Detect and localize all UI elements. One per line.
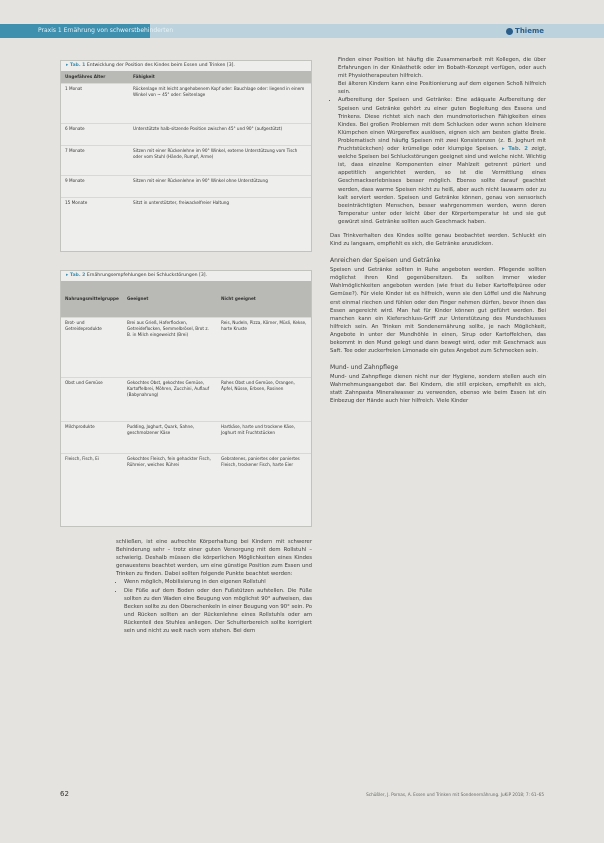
list-item: • Die Füße auf dem Boden oder den Fußstützen aufstellen. Die Füße sollten zu den Waden eine Beugung von möglichst 90° aufweisen, das Becken sollte zu den Oberschenkeln in einer Beugung von 90° sein. Po und Rücken sollten an der Rückenlehne eines Rollstuhls oder am Rückenteil des Stuhles anliegen. Der Schulterbereich sollte korrigiert sein und nicht zu weit nach vorn stehen. Bei dem (124, 587, 312, 636)
table-cell: Unterstützte halb-sitzende Position zwischen 45° und 90° (aufgestützt) (129, 124, 311, 146)
body-paragraph: Finden einer Position ist häufig die Zusammenarbeit mit Kollegen, die über Erfahrungen in der Kinästhetik oder im Bobath-Konzept verfügen, oder auch mit Physiotherapeuten hilfreich. (338, 57, 546, 80)
table-reference-link[interactable]: ▸ Tab. 2 (502, 146, 528, 153)
section-label: Praxis 1 Ernährung von schwerstbehinderten (0, 24, 150, 38)
list-item: • Wenn möglich, Mobilisierung in den eigenen Rollstuhl (124, 578, 312, 586)
column-header: Geeignet (123, 281, 217, 317)
table-2-caption: ▸ Tab. 2 Ernährungsempfehlungen bei Schluckstörungen [3]. (66, 273, 208, 278)
body-paragraph: Das Trinkverhalten des Kindes sollte genau beobachtet werden. Schluckt ein Kind zu langsam, empfiehlt es sich, die Getränke anzudicken. (330, 232, 546, 248)
table-row (61, 198, 311, 212)
thieme-logo-icon (506, 28, 513, 35)
body-paragraph: Mund- und Zahnpflege dienen nicht nur der Hygiene, sondern stellen auch ein Wahrnehmungsangebot dar. Bei Kindern, die still erpicken, empfiehlt es sich, statt Zahnpasta Mineralwasser zu verwenden, ebenso wie beim Essen ist ein Einbezug der Hände auch hier hilfreich. Viele Kinder (330, 374, 546, 405)
column-header: Nahrungsmittelgruppe (61, 281, 123, 317)
table-cell: 1 Monat (61, 84, 129, 124)
logo-text: Thieme (515, 27, 544, 35)
table-row (61, 124, 311, 146)
table-cell: Hartkäse, harte und trockene Käse, Joghurt mit Fruchtstücken (217, 421, 311, 453)
table-cell: Gekochtes Obst, gekochtes Gemüse, Kartoffelbrei, Möhren, Zucchini, Auflauf (Babynahrung) (123, 377, 217, 421)
section-heading: Mund- und Zahnpflege (330, 364, 399, 372)
bullet-list (330, 96, 546, 226)
table-cell: Brei aus Grieß, Haferflocken, Getreideflocken, Semmelbrösel, Brot z. B. in Milch eingeweicht (Brei) (123, 317, 217, 377)
table-cell: Gekochtes Fleisch, fein gehackter Fisch, Rühreier, weiches Rührei (123, 453, 217, 493)
bullet-list (116, 578, 312, 635)
publisher-logo (506, 26, 544, 36)
table-row (61, 453, 311, 493)
table-2 (60, 270, 312, 527)
table-row (61, 84, 311, 124)
table-cell: Obst und Gemüse (61, 377, 123, 421)
table-cell: 9 Monate (61, 176, 129, 198)
table-row (61, 317, 311, 377)
table-row (61, 176, 311, 198)
section-heading: Anreichen der Speisen und Getränke (330, 257, 441, 265)
table-cell: 15 Monate (61, 198, 129, 212)
body-paragraph: schließen, ist eine aufrechte Körperhaltung bei Kindern mit schwerer Behinderung sehr – trotz einer guten Versorgung mit dem Rollstuhl – schwierig. Deshalb müssen die körperlichen Möglichkeiten eines Kindes genauestens beachtet werden, um eine günstige Position zum Essen und Trinken zu finden. Dabei sollten folgende Punkte beachtet werden: (116, 539, 312, 578)
table-cell: Rohes Obst und Gemüse, Orangen, Äpfel, Nüsse, Erbsen, Rosinen (217, 377, 311, 421)
table-1-grid (61, 71, 311, 212)
column-header: Nicht geeignet (217, 281, 311, 317)
table-header-row (61, 71, 311, 84)
left-column-text (116, 538, 312, 776)
table-cell: Sitzen mit einer Rückenlehne im 90° Winkel, externe Unterstützung vom Tisch oder vom Stuhl (Hände, Rumpf, Arme) (129, 146, 311, 176)
table-2-grid (61, 281, 311, 493)
citation-footer: Schüßler, J. Pornas, A. Essen und Trinken mit Sondenernährung. JuKiP 2018; 7: 61–65 (366, 792, 544, 797)
table-row (61, 146, 311, 176)
body-paragraph: Speisen und Getränke sollten in Ruhe angeboten werden. Pflegende sollten möglichst ihren Kind gegenübersitzen. Es sollten immer wieder Wahlmöglichkeiten angeboten werden (wie frisst du lieber Kartoffelpüree oder Gemüse?). Für viele Kinder ist es hilfreich, wenn sie den Löffel und die Nahrung erst einmal riechen und fühlen oder den Finger nehmen dürfen, bevor ihnen das Essen angereicht wird. Man hat für Kinder können gut geführt werden. Bei manchen kann ein Kieferschluss-Griff zur Unterstützung des Mundschlusses hilfreich sein. An Trinken mit Sondenernährung sollte, je nach Möglichkeit, Angebote in unter der Mundhöhle in einen, Sirup oder Kartoffelchen, das bekommt in den Mund gelegt und dann bewegt wird, oder mit Geschmack aus Saft. Tee oder zuckerfreien Limonade ein gutes Angebot zum Schmecken sein. (330, 267, 546, 355)
table-cell: Rückenlage mit leicht angehobenem Kopf oder: Bauchlage oder: liegend in einem Winkel von ~ 45° oder: Seitenlage (129, 84, 311, 124)
body-paragraph: Bei älteren Kindern kann eine Positionierung auf dem eigenen Schoß hilfreich sein. (338, 81, 546, 96)
table-row (61, 421, 311, 453)
table-cell: Fleisch, Fisch, Ei (61, 453, 123, 493)
table-cell: 7 Monate (61, 146, 129, 176)
table-cell: Gebratenes, paniertes oder paniertes Fleisch, trockener Fisch, harte Eier (217, 453, 311, 493)
column-header: Fähigkeit (129, 71, 311, 84)
table-row (61, 377, 311, 421)
table-cell: Brot- und Getreideprodukte (61, 317, 123, 377)
table-cell: Reis, Nudeln, Pizza, Körner, Müsli, Kekse, harte Kruste (217, 317, 311, 377)
column-header: Ungefähres Alter (61, 71, 129, 84)
table-header-row (61, 281, 311, 317)
page-number: 62 (60, 790, 69, 798)
table-1-caption: ▸ Tab. 1 Entwicklung der Position des Kindes beim Essen und Trinken [3]. (66, 63, 235, 68)
list-item: • Aufbereitung der Speisen und Getränke: Eine adäquate Aufbereitung der Speisen und Getränke gehört zu einer guten Begleitung des Essens und Trinkens. Diese richtet sich nach den mundmotorischen Fähigkeiten eines Kindes. Bei großen Problemen mit dem Schlucken oder wenn schon kleinere Klümpchen einen Würgereflex auslösen, eignen sich am besten glatte Breie. Problematisch sind häufig Speisen mit zwei Konsistenzen (z. B. Joghurt mit Fruchtstückchen) oder krümelige oder klumpige Speisen. ▸ Tab. 2 zeigt, welche Speisen bei Schluckstörungen geeignet sind und welche nicht. Wichtig ist, dass einzelne Komponenten einer Mahlzeit getrennt püriert und appetitlich angerichtet werden, so ist die Vermittlung eines Geschmackserlebnisses besser möglich. Ebenso sollte darauf geachtet werden, dass warme Speisen nicht zu heiß, aber auch nicht lauwarm oder zu kalt serviert werden. Speisen und Getränke können, genau von sensorisch beeinträchtigten Menschen, besser wahrgenommen werden, wenn deren Temperatur unter oder leicht über der Körpertemperatur ist und sie gut gewürzt sind. Getränke sollten auch Geschmack haben. (338, 96, 546, 226)
table-1 (60, 60, 312, 252)
table-cell: Pudding, Joghurt, Quark, Sahne, geschmolzener Käse (123, 421, 217, 453)
right-column-text (330, 56, 546, 780)
table-cell: Milchprodukte (61, 421, 123, 453)
table-cell: Sitzen mit einer Rückenlehne im 90° Winkel ohne Unterstützung (129, 176, 311, 198)
table-cell: Sitzt in unterstützter, freiwackelfreier Haltung (129, 198, 311, 212)
table-cell: 6 Monate (61, 124, 129, 146)
